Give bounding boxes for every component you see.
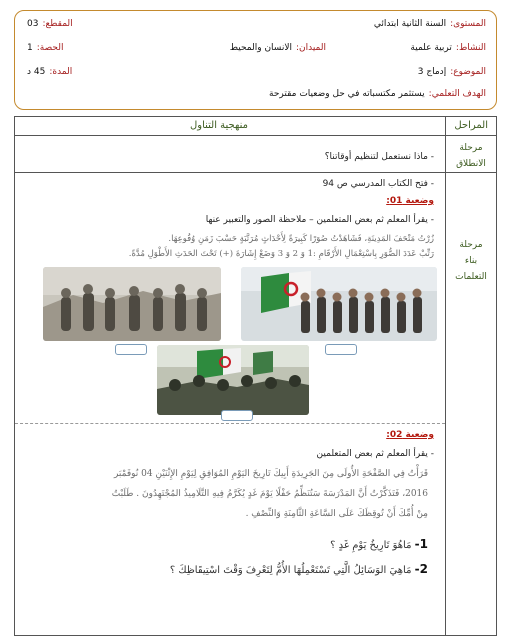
segment-label: المقطع:	[42, 19, 73, 29]
question-2-number: 2-	[414, 562, 428, 576]
duration-row	[27, 67, 72, 77]
stage-build-line1: مرحلة	[459, 240, 483, 250]
field-row	[230, 43, 326, 53]
duration-value: 45 د	[27, 67, 46, 77]
field-label: الميدان:	[295, 43, 326, 53]
stage-start	[446, 140, 496, 172]
field-value: الانسان والمحيط	[229, 43, 292, 53]
goal-row	[269, 89, 486, 99]
session-label: الحصة:	[36, 43, 64, 53]
stage-start-line2: الانطلاق	[456, 159, 486, 169]
question-2	[170, 562, 428, 576]
column-divider	[445, 117, 446, 635]
situation2-title: وضعية 02:	[386, 430, 434, 440]
goal-label: الهدف التعلمي:	[428, 89, 486, 99]
lesson-header	[14, 10, 497, 110]
start-question: - ماذا نستعمل لتنظيم أوقاتنا؟	[324, 152, 434, 162]
stage-build	[446, 237, 496, 285]
stage-build-line2: بناء	[464, 256, 478, 266]
topic-row	[418, 67, 486, 77]
scan1-line2: رَتِّبْ عَدَدَ الصُّوَرِ بِاسْتِعْمَالِ الأَرْقَامِ :1 وَ 2 وَ 3 وَضَعْ إِشَارَةَ (+) تَحْتَ الحَدَثِ الأَطْوَلِ مُدَّةً.	[128, 249, 434, 259]
duration-label: المدة:	[49, 67, 73, 77]
row-divider	[15, 172, 496, 173]
activity-label: النشاط:	[455, 43, 486, 53]
history-photo-1	[43, 267, 221, 341]
scan2-line3: مِنْ أُمِّكَ أَنْ تُوقِظَكَ عَلَى السَّاعَةِ الثَّامِنَةِ وَالنِّصْفِ .	[245, 509, 428, 519]
activity-value: تربية علمية	[410, 43, 452, 53]
history-photo-3	[157, 345, 309, 415]
level-row	[374, 19, 486, 29]
photo1-answer-box[interactable]	[115, 344, 147, 355]
stages-column-header: المراحل	[454, 120, 488, 131]
lesson-table	[14, 116, 497, 636]
history-photo-2	[241, 267, 437, 341]
situation1-instruction: - يقرأ المعلم ثم بعض المتعلمين – ملاحظة الصور والتعبير عنها	[205, 215, 434, 225]
goal-value: يستثمر مكتسباته في حل وضعيات مقترحة	[269, 89, 425, 99]
photo3-answer-box[interactable]	[221, 410, 253, 421]
activity-row	[410, 43, 486, 53]
level-label: المستوى:	[450, 19, 486, 29]
question-1	[330, 537, 428, 551]
header-divider	[15, 135, 496, 136]
level-value: السنة الثانية ابتدائي	[373, 19, 447, 29]
segment-value: 03	[27, 19, 39, 29]
situation1-title: وضعية 01:	[386, 196, 434, 206]
method-column-header: منهجية التناول	[190, 120, 248, 131]
question-1-number: 1-	[414, 537, 428, 551]
scan2-line1: قَرَأْتُ فِي الصَّفْحَةِ الأُولَى مِنَ الجَرِيدَةِ أَبِيكَ تَارِيخَ اليَوْمِ المُوَافِقِ لِيَوْمِ الإِثْنَيْنِ 04 نُوفَمْبَر	[113, 469, 428, 479]
session-row	[27, 43, 63, 53]
stage-start-line1: مرحلة	[459, 143, 483, 153]
session-value: 1	[27, 43, 33, 53]
stage-build-line3: التعلمات	[455, 272, 487, 282]
question-1-text: مَاهُوَ تَارِيخُ يَوْمِ غَدٍ ؟	[330, 540, 412, 551]
scan2-line2: 2016، فَتَذَكَّرْتُ أَنَّ المَدْرَسَةَ سَتُنَظِّمُ حَفْلًا يَوْمَ غَدٍ يُكَرَّمُ فِيهِ التَّلَامِيذُ المُجْتَهِدُونَ . طَلَبْتُ	[111, 489, 428, 499]
situation2-instruction: - يقرأ المعلم ثم بعض المتعلمين	[316, 449, 434, 459]
section-divider	[15, 423, 445, 424]
topic-label: الموضوع:	[450, 67, 486, 77]
scan1-line1: زُرْتُ مَتْحَفَ المَدِينَةِ، فَشَاهَدْتُ صُوَرًا كَبِيرَةً لِأَحْدَاثٍ مُرَتَّبَةٍ حَسْبَ زَمَنِ وُقُوعِهَا.	[168, 234, 434, 244]
open-book-instruction: - فتح الكتاب المدرسي ص 94	[322, 179, 434, 189]
topic-value: إدماج 3	[417, 67, 447, 77]
question-2-text: مَاهِيَ الوَسَائِلُ الَّتِي تَسْتَعْمِلُهَا الأُمُّ لِتَعْرِفَ وَقْتَ اسْتِيقَاظِكَ ؟	[169, 565, 412, 576]
segment-row	[27, 19, 73, 29]
photo2-answer-box[interactable]	[325, 344, 357, 355]
